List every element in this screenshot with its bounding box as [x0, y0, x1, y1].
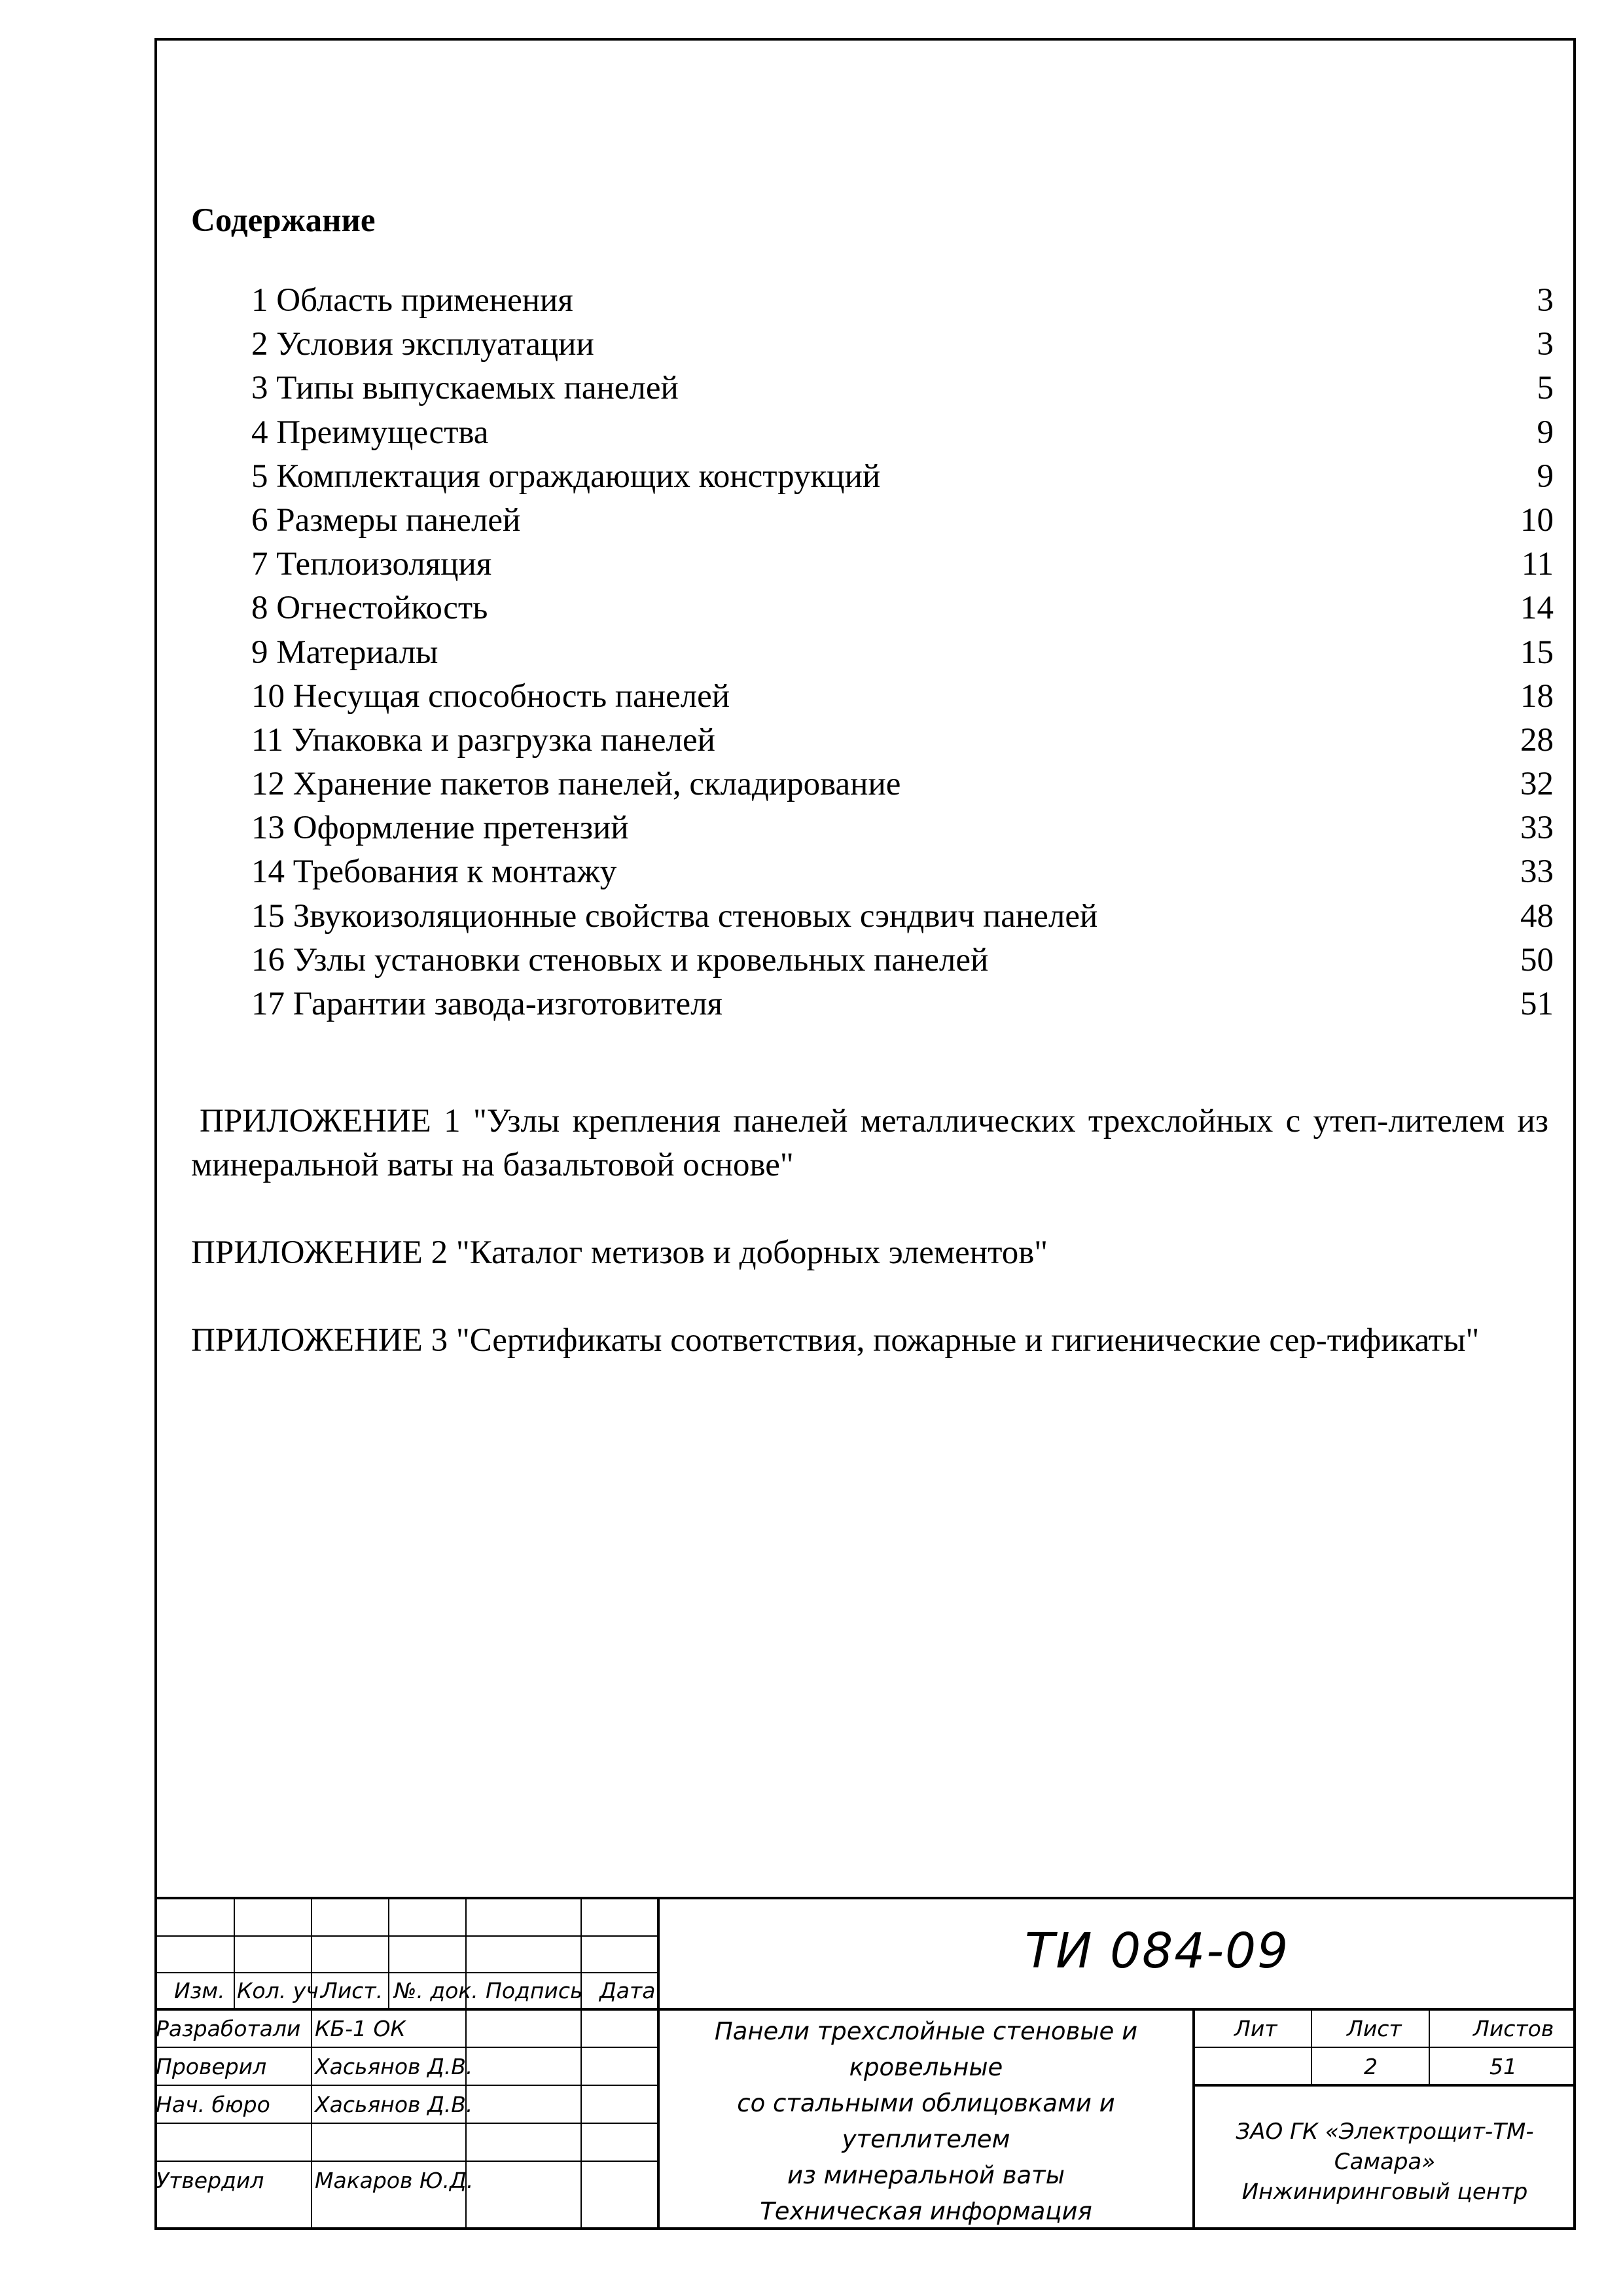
header-kol-uch: Кол. уч. — [237, 1978, 326, 2003]
organization-line-2: Инжиниринговый центр — [1241, 2179, 1528, 2205]
toc-entry-page: 11 — [1521, 546, 1554, 583]
toc-entry — [251, 586, 1554, 630]
toc-entry-title: 13 Оформление претензий — [251, 810, 629, 847]
toc-entry-page: 50 — [1520, 941, 1554, 978]
toc-entry — [251, 850, 1554, 894]
appendix-1: ПРИЛОЖЕНИЕ 1 "Узлы крепления панелей металлических трехслойных с утеп-лителем из минеральной ваты на базальтовой основе" — [191, 1103, 1548, 1183]
toc-entry — [251, 455, 1554, 499]
role-bureau-head: Нач. бюро — [156, 2092, 270, 2117]
name-bureau-head: Хасьянов Д.В. — [315, 2092, 473, 2117]
toc-entry-title: 7 Теплоизоляция — [251, 546, 492, 583]
toc-entry-page: 33 — [1520, 810, 1554, 847]
toc-entry-page: 3 — [1537, 326, 1554, 363]
toc-entry — [251, 279, 1554, 323]
toc-entry — [251, 323, 1554, 367]
toc-entry — [251, 543, 1554, 586]
sheet-number: 2 — [1364, 2054, 1378, 2079]
header-list: Лист. — [321, 1978, 383, 2003]
toc-entry — [251, 719, 1554, 762]
role-checked: Проверил — [156, 2054, 267, 2079]
toc-entry-title: 3 Типы выпускаемых панелей — [251, 370, 679, 407]
toc-entry-page: 32 — [1520, 766, 1554, 803]
lit-label: Лит — [1234, 2016, 1277, 2041]
toc-entry-page: 9 — [1537, 457, 1554, 495]
document-code: ТИ 084-09 — [1025, 1923, 1290, 1979]
toc-entry-page: 28 — [1520, 721, 1554, 759]
name-checked: Хасьянов Д.В. — [315, 2054, 473, 2079]
toc-entry — [251, 367, 1554, 410]
toc-entry — [251, 895, 1554, 939]
product-title — [662, 2013, 1190, 2229]
toc-entry — [251, 675, 1554, 719]
toc-entry-title: 9 Материалы — [251, 634, 438, 671]
toc-entry-title: 15 Звукоизоляционные свойства стеновых сэндвич панелей — [251, 897, 1098, 935]
toc-entry — [251, 806, 1554, 850]
name-approved: Макаров Ю.Д. — [315, 2168, 474, 2193]
toc-entry-page: 10 — [1520, 501, 1554, 539]
header-data: Дата — [599, 1978, 656, 2003]
toc-entry-title: 10 Несущая способность панелей — [251, 677, 730, 715]
toc-entry-title: 2 Условия эксплуатации — [251, 326, 594, 363]
toc-entry — [251, 411, 1554, 455]
title-block — [154, 1897, 1576, 2230]
toc-entry — [251, 631, 1554, 675]
table-of-contents — [251, 279, 1554, 1026]
toc-entry-title: 16 Узлы установки стеновых и кровельных панелей — [251, 941, 989, 978]
appendix-3: ПРИЛОЖЕНИЕ 3 "Сертификаты соответствия, пожарные и гигиенические сер-тификаты" — [191, 1322, 1480, 1359]
toc-entry-page: 14 — [1520, 590, 1554, 627]
toc-entry-page: 9 — [1537, 414, 1554, 451]
toc-entry-page: 3 — [1537, 282, 1554, 319]
product-title-line-3: из минеральной ваты — [787, 2161, 1065, 2189]
toc-entry-page: 48 — [1520, 897, 1554, 935]
total-sheets: 51 — [1489, 2054, 1517, 2079]
name-developed: КБ-1 ОК — [315, 2016, 406, 2041]
toc-entry — [251, 939, 1554, 982]
product-title-line-1: Панели трехслойные стеновые и кровельные — [714, 2017, 1138, 2081]
product-title-line-4: Техническая информация — [760, 2197, 1092, 2225]
toc-entry-title: 11 Упаковка и разгрузка панелей — [251, 721, 715, 759]
sheet-label: Лист — [1347, 2016, 1402, 2041]
toc-entry-title: 6 Размеры панелей — [251, 501, 521, 539]
toc-entry-page: 51 — [1520, 986, 1554, 1022]
toc-entry — [251, 982, 1554, 1026]
toc-entry — [251, 499, 1554, 543]
product-title-line-2: со стальными облицовками и утеплителем — [737, 2089, 1115, 2153]
toc-entry-title: 17 Гарантии завода-изготовителя — [251, 986, 723, 1022]
toc-entry — [251, 762, 1554, 806]
sheets-label: Листов — [1473, 2016, 1554, 2041]
header-izm: Изм. — [174, 1978, 225, 2003]
toc-entry-page: 18 — [1520, 677, 1554, 715]
organization-line-1: ЗАО ГК «Электрощит-ТМ-Самара» — [1236, 2119, 1534, 2175]
toc-entry-title: 1 Область применения — [251, 282, 573, 319]
organization — [1195, 2117, 1575, 2207]
contents-heading: Содержание — [191, 202, 376, 239]
role-approved: Утвердил — [156, 2168, 264, 2193]
toc-entry-title: 14 Требования к монтажу — [251, 853, 617, 891]
header-podpis: Подпись — [486, 1978, 583, 2003]
toc-entry-page: 33 — [1520, 853, 1554, 891]
toc-entry-title: 12 Хранение пакетов панелей, складирование — [251, 766, 901, 803]
appendix-2: ПРИЛОЖЕНИЕ 2 "Каталог метизов и доборных элементов" — [191, 1234, 1048, 1271]
toc-entry-page: 15 — [1520, 634, 1554, 671]
toc-entry-title: 8 Огнестойкость — [251, 590, 488, 627]
role-developed: Разработали — [156, 2016, 301, 2041]
toc-entry-title: 5 Комплектация ограждающих конструкций — [251, 457, 881, 495]
toc-entry-page: 5 — [1537, 370, 1554, 407]
appendices-list — [191, 1100, 1548, 1407]
toc-entry-title: 4 Преимущества — [251, 414, 489, 451]
header-n-dok: №. док. — [394, 1978, 478, 2003]
